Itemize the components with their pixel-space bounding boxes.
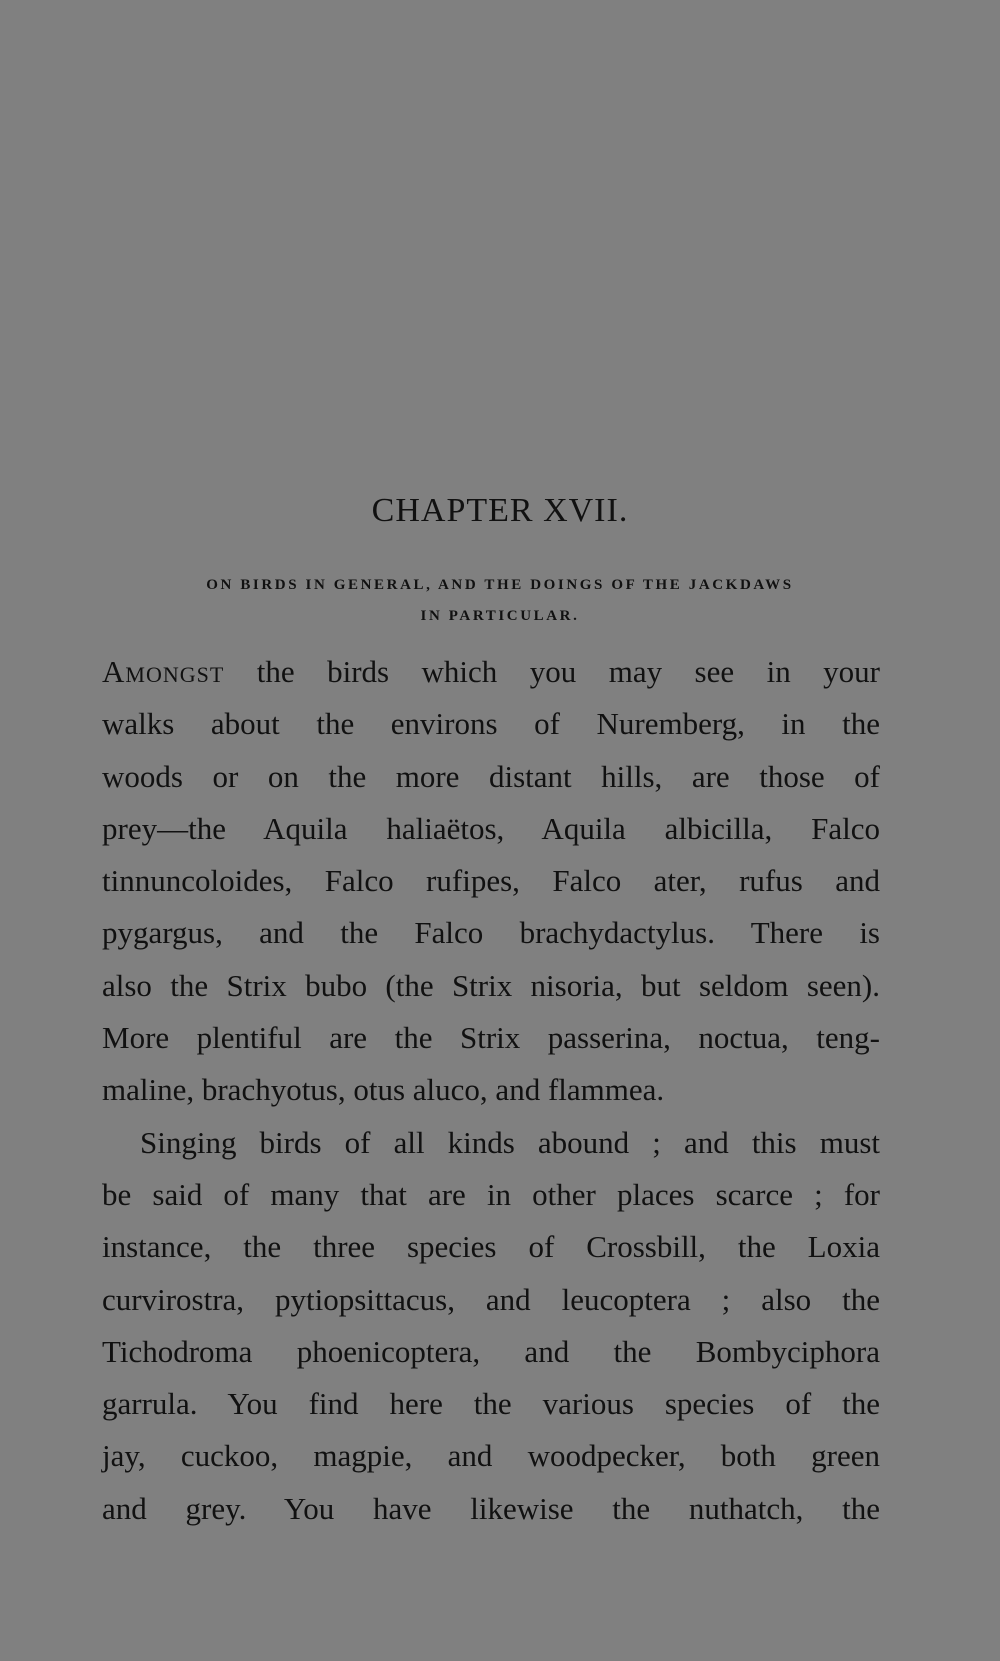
paragraph-line: pygargus, and the Falco brachydactylus. There is [102,915,880,951]
paragraph-line: jay, cuckoo, magpie, and woodpecker, both green [102,1438,880,1474]
paragraph-line: maline, brachyotus, otus aluco, and flammea. [102,1072,665,1108]
chapter-subtitle-line: ON BIRDS IN GENERAL, AND THE DOINGS OF THE JACKDAWS [206,577,794,593]
paragraph-line: More plentiful are the Strix passerina, noctua, teng- [102,1020,880,1056]
paragraph-line: garrula. You find here the various species of the [102,1386,880,1422]
paragraph-line: Amongst the birds which you may see in your [102,654,880,689]
paragraph-line: also the Strix bubo (the Strix nisoria, but seldom seen). [102,967,880,1003]
paragraph-line: and grey. You have likewise the nuthatch, the [102,1490,880,1526]
chapter-body [102,646,880,1535]
paragraph-line: be said of many that are in other places scarce ; for [102,1176,880,1212]
paragraph-line: curvirostra, pytiopsittacus, and leucoptera ; also the [102,1281,880,1317]
paragraph-line: Tichodroma phoenicoptera, and the Bombyciphora [102,1333,880,1369]
chapter-title: CHAPTER XVII. [371,492,629,529]
paragraph-line: Singing birds of all kinds abound ; and this must [140,1124,880,1160]
paragraph-line: prey—the Aquila haliaëtos, Aquila albicilla, Falco [102,810,880,846]
paragraph-line: woods or on the more distant hills, are those of [102,758,880,794]
paragraph-line: instance, the three species of Crossbill, the Loxia [102,1229,880,1265]
paragraph-line: walks about the environs of Nuremberg, in the [102,706,880,742]
chapter-subtitle-line: IN PARTICULAR. [420,608,580,624]
paragraph-line: tinnuncoloides, Falco rufipes, Falco ater, rufus and [102,863,880,899]
chapter-subtitle [150,570,850,632]
lead-word: Amongst [102,654,225,689]
